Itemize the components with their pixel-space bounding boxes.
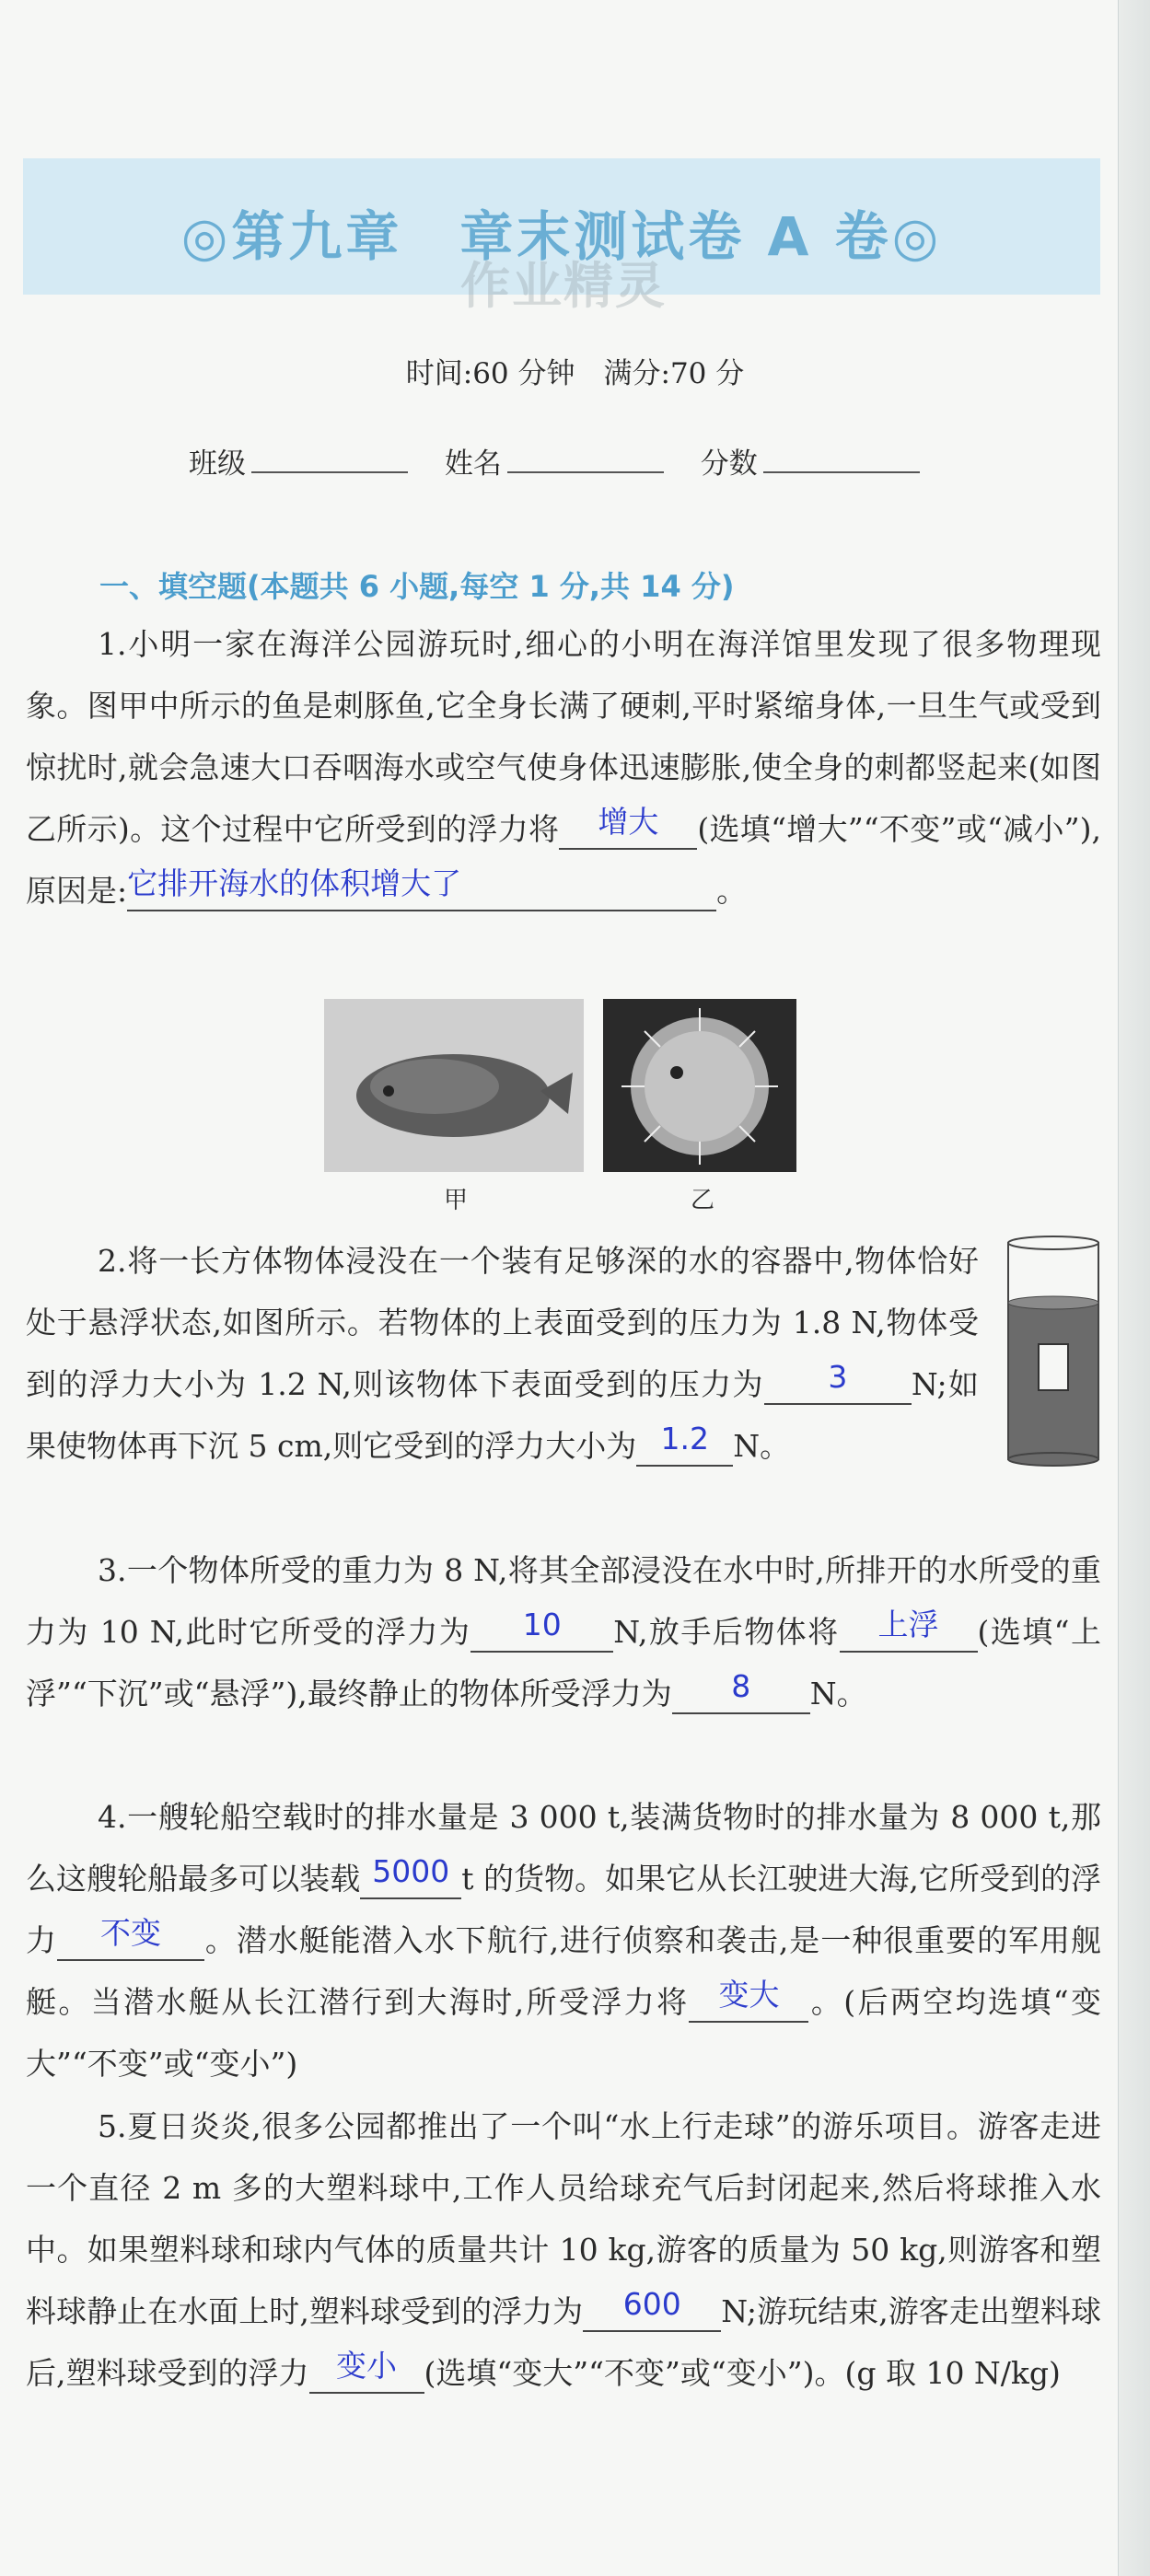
q2-text-c: N。: [733, 1428, 791, 1464]
q4-text-b: t 的货物。如果它从长江驶进大海,它所受到的浮力: [26, 1861, 1101, 1958]
question-5: [26, 2095, 1101, 2404]
question-3: [26, 1539, 1101, 1724]
name-field[interactable]: [507, 447, 664, 473]
watermark: 作业精灵: [460, 257, 667, 315]
q4-text-a: 4.一艘轮船空载时的排水量是 3 000 t,装满货物时的排水量为 8 000 t,那么这艘轮船最多可以装载: [26, 1799, 1101, 1897]
score-label: 分数: [700, 447, 758, 481]
q1-text-b: (选填“增大”“不变”或“减小”),原因是:: [26, 811, 1101, 909]
q1-answer-1: 增大: [559, 811, 697, 850]
q1-text-c: 。: [716, 873, 748, 909]
page-title: ◎第九章 章末测试卷 A 卷◎: [180, 205, 943, 268]
q1-answer-2: 它排开海水的体积增大了: [127, 873, 716, 911]
question-2: [26, 1230, 979, 1477]
q3-answer-1: 10: [470, 1614, 613, 1653]
q2-answer-1: 3: [764, 1366, 912, 1405]
name-label: 姓名: [444, 447, 502, 481]
score-field[interactable]: [763, 447, 920, 473]
q2-text-b: N;如果使物体再下沉 5 cm,则它受到的浮力大小为: [26, 1366, 979, 1464]
q3-answer-2: 上浮: [840, 1614, 978, 1653]
q3-text-c: (选填“上浮”“下沉”或“悬浮”),最终静止的物体所受浮力为: [26, 1614, 1101, 1712]
q5-answer-2: 变小: [309, 2355, 424, 2394]
q1-text-a: 1.小明一家在海洋公园游玩时,细心的小明在海洋馆里发现了很多物理现象。图甲中所示的鱼是刺豚鱼,它全身长满了硬刺,平时紧缩身体,一旦生气或受到惊扰时,就会急速大口吞咽海水或空气使身体迅速膨胀,使全身的刺都竖起来(如图乙所示)。这个过程中它所受到的浮力将: [26, 626, 1101, 847]
pufferfish-inflated-image: [603, 999, 796, 1172]
question-1: [26, 613, 1101, 922]
q4-answer-1: 5000: [360, 1861, 461, 1899]
q4-text-d: 。(后两空均选填“变大”“不变”或“变小”): [26, 1984, 1101, 2082]
q5-text-a: 5.夏日炎炎,很多公园都推出了一个叫“水上行走球”的游乐项目。游客走进一个直径 2 m 多的大塑料球中,工作人员给球充气后封闭起来,然后将球推入水中。如果塑料球和球内气体的质量共计 10 kg,游客的质量为 50 kg,则游客和塑料球静止在水面上时,塑料球受到的浮力为: [26, 2108, 1101, 2329]
pufferfish-deflated-image: [324, 999, 584, 1172]
class-label: 班级: [189, 447, 246, 481]
q5-answer-1: 600: [583, 2293, 721, 2332]
exam-meta: 时间:60 分钟 满分:70 分: [405, 357, 745, 390]
question-4: [26, 1786, 1101, 2094]
student-info-row: [189, 440, 947, 482]
q3-answer-3: 8: [672, 1676, 810, 1714]
q2-text-a: 2.将一长方体物体浸没在一个装有足够深的水的容器中,物体恰好处于悬浮状态,如图所示。若物体的上表面受到的压力为 1.8 N,物体受到的浮力大小为 1.2 N,则该物体下表面受到的压力为: [26, 1243, 979, 1402]
q4-answer-2: 不变: [57, 1922, 204, 1961]
q2-answer-2: 1.2: [636, 1428, 733, 1467]
q3-text-b: N,放手后物体将: [613, 1614, 840, 1650]
section-title: 一、填空题(本题共 6 小题,每空 1 分,共 14 分): [99, 569, 735, 604]
figure-caption-b: 乙: [691, 1187, 715, 1214]
class-field[interactable]: [251, 447, 408, 473]
q3-text-a: 3.一个物体所受的重力为 8 N,将其全部浸没在水中时,所排开的水所受的重力为 10 N,此时它所受的浮力为: [26, 1552, 1101, 1650]
q3-text-d: N。: [809, 1676, 867, 1712]
q5-text-c: (选填“变大”“不变”或“变小”)。(g 取 10 N/kg): [424, 2355, 1061, 2391]
q4-answer-3: 变大: [689, 1984, 808, 2023]
container-diagram: [1004, 1234, 1105, 1468]
q5-text-b: N;游玩结束,游客走出塑料球后,塑料球受到的浮力: [26, 2293, 1101, 2391]
figure-caption-a: 甲: [444, 1187, 469, 1214]
q4-text-c: 。潜水艇能潜入水下航行,进行侦察和袭击,是一种很重要的军用舰艇。当潜水艇从长江潜行到大海时,所受浮力将: [26, 1922, 1101, 2020]
